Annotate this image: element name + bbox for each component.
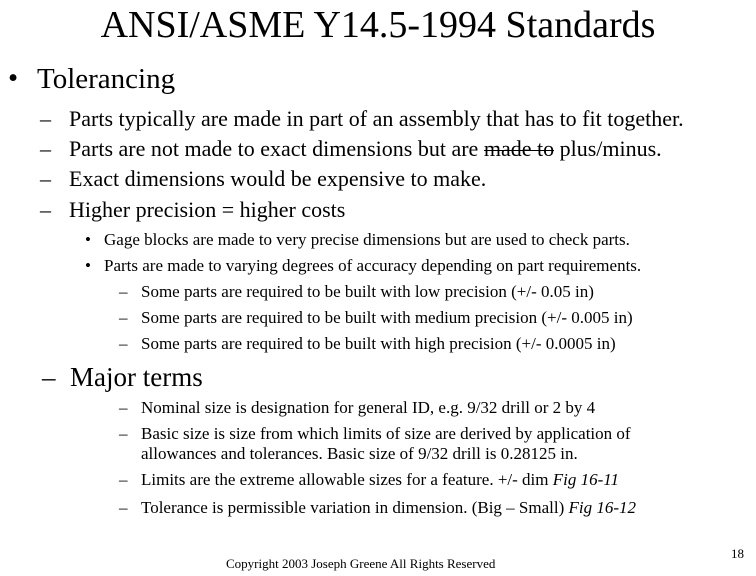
struck-text: made to [483, 136, 555, 161]
tolerancing-item [69, 136, 662, 162]
bullet-marker: • [85, 256, 91, 275]
tolerancing-item: Exact dimensions would be expensive to make. [69, 166, 487, 191]
tolerancing-item: Parts typically are made in part of an assembly that has to fit together. [69, 106, 684, 131]
page-number: 18 [731, 546, 744, 561]
bullet-marker: • [8, 62, 19, 94]
dash-marker: – [119, 282, 128, 301]
dash-marker: – [119, 424, 128, 443]
dash-marker: – [119, 498, 128, 517]
major-term-text: Tolerance is permissible variation in dimension. (Big – Small) [141, 498, 565, 517]
dash-marker: – [119, 398, 128, 417]
dash-marker: – [40, 197, 51, 222]
precision-item: Some parts are required to be built with low precision (+/- 0.05 in) [141, 282, 594, 301]
precision-item: Some parts are required to be built with high precision (+/- 0.0005 in) [141, 334, 616, 353]
tolerancing-heading: Tolerancing [37, 63, 176, 95]
copyright-footer: Copyright 2003 Joseph Greene All Rights Reserved [226, 556, 496, 571]
dash-marker: – [40, 136, 51, 161]
dash-marker: – [119, 308, 128, 327]
dash-marker: – [42, 362, 56, 392]
figure-reference: Fig 16-12 [568, 498, 637, 517]
precision-item: Some parts are required to be built with medium precision (+/- 0.005 in) [141, 308, 633, 327]
major-term-item [141, 497, 636, 519]
major-term-item [141, 469, 619, 491]
major-term-item-continued: allowances and tolerances. Basic size of 9/32 drill is 0.28125 in. [141, 444, 578, 463]
tolerancing-item-rest: plus/minus. [554, 136, 662, 161]
figure-reference: Fig 16-11 [552, 470, 620, 489]
dash-marker: – [119, 470, 128, 489]
dash-marker: – [40, 166, 51, 191]
bullet-marker: • [85, 230, 91, 249]
tolerancing-subitem: Parts are made to varying degrees of accuracy depending on part requirements. [104, 256, 642, 275]
tolerancing-subitem: Gage blocks are made to very precise dimensions but are used to check parts. [104, 230, 630, 249]
dash-marker: – [40, 106, 51, 131]
tolerancing-item-text: Parts are not made to exact dimensions but are [69, 136, 479, 161]
tolerancing-item: Higher precision = higher costs [69, 197, 346, 222]
major-term-text: Limits are the extreme allowable sizes for a feature. +/- dim [141, 470, 549, 489]
major-term-item: Nominal size is designation for general ID, e.g. 9/32 drill or 2 by 4 [141, 398, 596, 417]
major-term-item: Basic size is size from which limits of size are derived by application of [141, 424, 631, 443]
dash-marker: – [119, 334, 128, 353]
slide-title: ANSI/ASME Y14.5-1994 Standards [100, 4, 656, 46]
major-terms-heading: Major terms [70, 362, 203, 392]
